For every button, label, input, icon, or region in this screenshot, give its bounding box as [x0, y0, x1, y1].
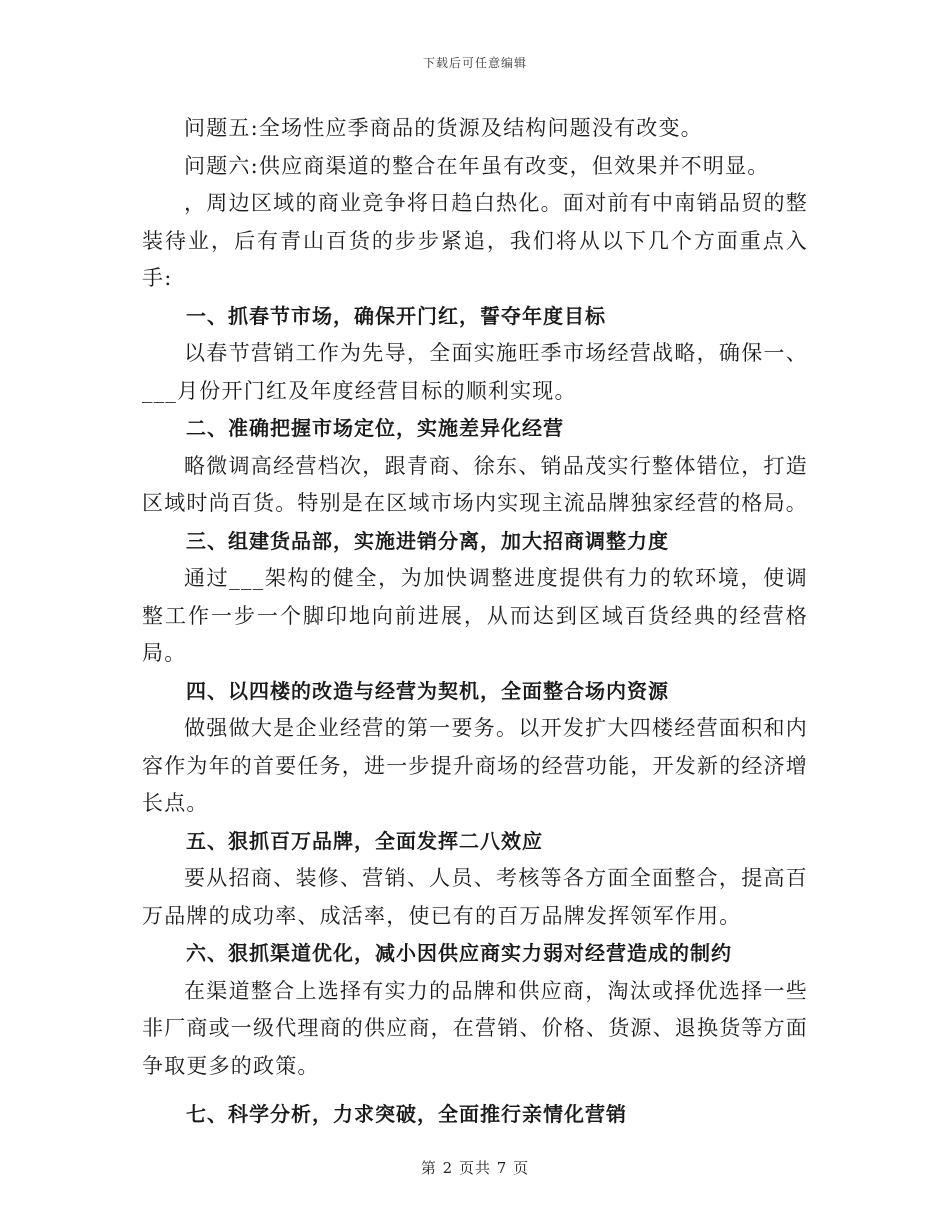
section-heading-6: 六、狠抓渠道优化，减小因供应商实力弱对经营造成的制约: [186, 941, 732, 965]
paragraph-section-2: 略微调高经营档次，跟青商、徐东、销品茂实行整体错位，打造区域时尚百货。特别是在区域市场内实现主流品牌独家经营的格局。: [142, 453, 808, 515]
paragraph-section-3: 通过___架构的健全，为加快调整进度提供有力的软环境，使调整工作一步一个脚印地向前进展，从而达到区域百货经典的经营格局。: [142, 566, 808, 665]
document-body: [142, 110, 808, 1134]
paragraph-section-1: 以春节营销工作为先导，全面实施旺季市场经营战略，确保一、___月份开门红及年度经营目标的顺利实现。: [142, 341, 808, 403]
paragraph-section-6: 在渠道整合上选择有实力的品牌和供应商，淘汰或择优选择一些非厂商或一级代理商的供应商，在营销、价格、货源、退换货等方面争取更多的政策。: [142, 978, 808, 1078]
section-heading-7: 七、科学分析，力求突破，全面推行亲情化营销: [186, 1102, 627, 1126]
paragraph-section-5: 要从招商、装修、营销、人员、考核等各方面全面整合，提高百万品牌的成功率、成活率，使已有的百万品牌发挥领军作用。: [142, 866, 808, 928]
paragraph-competition: ，周边区域的商业竞争将日趋白热化。面对前有中南销品贸的整装待业，后有青山百货的步步紧追，我们将从以下几个方面重点入手:: [142, 191, 808, 290]
paragraph-section-4: 做强做大是企业经营的第一要务。以开发扩大四楼经营面积和内容作为年的首要任务，进一步提升商场的经营功能，开发新的经济增长点。: [142, 716, 808, 815]
section-heading-3: 三、组建货品部，实施进销分离，加大招商调整力度: [186, 528, 669, 553]
paragraph-problem-five: 问题五:全场性应季商品的货源及结构问题没有改变。: [184, 116, 703, 140]
section-heading-1: 一、抓春节市场，确保开门红，誓夺年度目标: [186, 303, 606, 328]
header-note: 下载后可任意编辑: [422, 56, 527, 70]
section-heading-4: 四、以四楼的改造与经营为契机，全面整合场内资源: [186, 678, 669, 703]
section-heading-5: 五、狠抓百万品牌，全面发挥二八效应: [186, 828, 543, 853]
paragraph-problem-six: 问题六:供应商渠道的整合在年虽有改变，但效果并不明显。: [184, 153, 770, 178]
section-heading-2: 二、准确把握市场定位，实施差异化经营: [186, 416, 564, 440]
page-number-footer: 第 2 页共 7 页: [420, 1159, 530, 1177]
